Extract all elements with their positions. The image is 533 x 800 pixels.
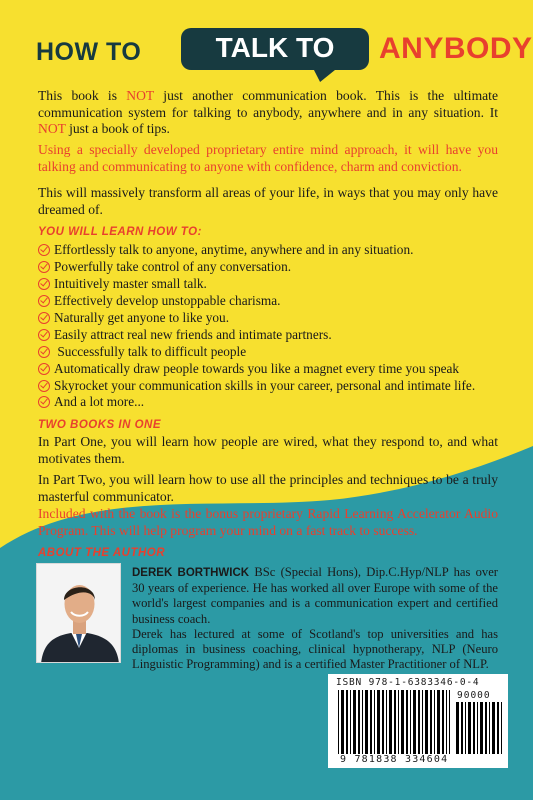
check-circle-icon xyxy=(38,380,50,392)
barcode-bar xyxy=(406,690,408,754)
list-item: Intuitively master small talk. xyxy=(38,276,508,293)
barcode-bar xyxy=(422,690,423,754)
barcode-box xyxy=(328,674,508,768)
barcode-bar xyxy=(501,702,502,754)
author-bio-paragraph-1: DEREK BORTHWICK BSc (Special Hons), Dip.C.Hyp/NLP has over 30 years of experience. He has worked all over Europe with some of the world's largest companies and is a communication expert and certified business coach. xyxy=(132,565,498,626)
barcode-bar xyxy=(489,702,490,754)
addon-barcode-bars xyxy=(456,702,502,754)
barcode-bar xyxy=(358,690,360,754)
barcode-bars xyxy=(338,690,450,754)
barcode-bar xyxy=(341,690,344,754)
barcode-bar xyxy=(477,702,478,754)
barcode-bar xyxy=(398,690,399,754)
two-books-heading: TWO BOOKS IN ONE xyxy=(38,419,161,431)
barcode-bar xyxy=(370,690,372,754)
barcode-bar xyxy=(338,690,339,754)
bonus-paragraph: Included with the book is the bonus proprietary Rapid Learning Accelerator Audio Program. This will help program your mind on a fast track to success. xyxy=(38,506,498,538)
author-bio xyxy=(132,565,498,672)
barcode-bar xyxy=(437,690,440,754)
intro-paragraph-1: This book is NOT just another communication book. This is the ultimate communication system for talking to anybody, anywhere and in any situation. It NOT just a book of tips. xyxy=(38,88,498,136)
author-portrait-illustration xyxy=(37,564,121,663)
title-talk-to: TALK TO xyxy=(215,32,335,63)
two-books-part-two: In Part Two, you will learn how to use all the principles and techniques to be a truly masterful communicator. xyxy=(38,472,498,504)
list-item: Successfully talk to difficult people xyxy=(38,343,508,360)
barcode-bar xyxy=(430,690,432,754)
list-item: Naturally get anyone to like you. xyxy=(38,310,508,327)
barcode-bar xyxy=(382,690,384,754)
barcode-bar xyxy=(353,690,356,754)
barcode-bar xyxy=(473,702,475,754)
barcode-bar xyxy=(425,690,428,754)
list-item: Easily attract real new friends and intimate partners. xyxy=(38,326,508,343)
barcode-bar xyxy=(418,690,420,754)
barcode-bar xyxy=(485,702,487,754)
barcode-bar xyxy=(394,690,396,754)
check-circle-icon xyxy=(38,295,50,307)
title-how-to: HOW TO xyxy=(36,38,142,66)
barcode-bar xyxy=(389,690,392,754)
check-circle-icon xyxy=(38,363,50,375)
barcode-bar xyxy=(365,690,368,754)
barcode-bar xyxy=(413,690,416,754)
list-item: Effectively develop unstoppable charisma. xyxy=(38,293,508,310)
barcode-bar xyxy=(449,690,450,754)
title-anybody: ANYBODY xyxy=(379,32,533,65)
check-circle-icon xyxy=(38,312,50,324)
speech-bubble-tail xyxy=(306,66,340,82)
barcode-bar xyxy=(468,702,471,754)
barcode-bar xyxy=(350,690,351,754)
barcode-bar xyxy=(461,702,463,754)
barcode-bar xyxy=(374,690,375,754)
list-item: Powerfully take control of any conversation. xyxy=(38,259,508,276)
author-name: DEREK BORTHWICK xyxy=(132,567,250,579)
barcode-bar xyxy=(434,690,435,754)
list-item: Effortlessly talk to anyone, anytime, anywhere and in any situation. xyxy=(38,242,508,259)
barcode-bar xyxy=(377,690,380,754)
learn-list xyxy=(38,242,508,411)
barcode-bar xyxy=(346,690,348,754)
check-circle-icon xyxy=(38,329,50,341)
learn-heading: YOU WILL LEARN HOW TO: xyxy=(38,226,202,238)
author-bio-paragraph-2: Derek has lectured at some of Scotland's top universities and has diplomas in business coaching, clinical hypnotherapy, NLP (Neuro Linguistic Programming) and is a certified Master Practitioner of NLP. xyxy=(132,626,498,672)
isbn-number: ISBN 978-1-6383346-0-4 xyxy=(336,677,480,688)
two-books-part-one: In Part One, you will learn how people are wired, what they respond to, and what motivates them. xyxy=(38,434,498,466)
barcode-bar xyxy=(465,702,466,754)
list-item: And a lot more... xyxy=(38,394,508,411)
emphasis-not: NOT xyxy=(126,88,154,103)
barcode-bar xyxy=(492,702,495,754)
check-circle-icon xyxy=(38,346,50,358)
check-circle-icon xyxy=(38,261,50,273)
price-code: 90000 xyxy=(457,690,491,701)
barcode-bar xyxy=(362,690,363,754)
check-circle-icon xyxy=(38,244,50,256)
check-circle-icon xyxy=(38,278,50,290)
list-item: Skyrocket your communication skills in your career, personal and intimate life. xyxy=(38,377,508,394)
check-circle-icon xyxy=(38,396,50,408)
emphasis-not: NOT xyxy=(38,121,66,136)
intro-paragraph-3: This will massively transform all areas of your life, in ways that you may only have dreamed of. xyxy=(38,185,498,217)
barcode-bar xyxy=(480,702,483,754)
author-photo xyxy=(36,563,121,663)
list-item: Automatically draw people towards you like a magnet every time you speak xyxy=(38,360,508,377)
book-title xyxy=(36,28,533,80)
barcode-bar xyxy=(386,690,387,754)
barcode-bar xyxy=(410,690,411,754)
barcode-bar xyxy=(446,690,447,754)
author-heading: ABOUT THE AUTHOR xyxy=(38,547,166,559)
intro-paragraph-2: Using a specially developed proprietary entire mind approach, it will have you talking and communicating to anyone with confidence, charm and conviction. xyxy=(38,142,498,174)
barcode-digits: 9 781838 334604 xyxy=(340,754,449,765)
barcode-bar xyxy=(442,690,444,754)
barcode-bar xyxy=(497,702,499,754)
barcode-bar xyxy=(456,702,459,754)
barcode-bar xyxy=(401,690,404,754)
